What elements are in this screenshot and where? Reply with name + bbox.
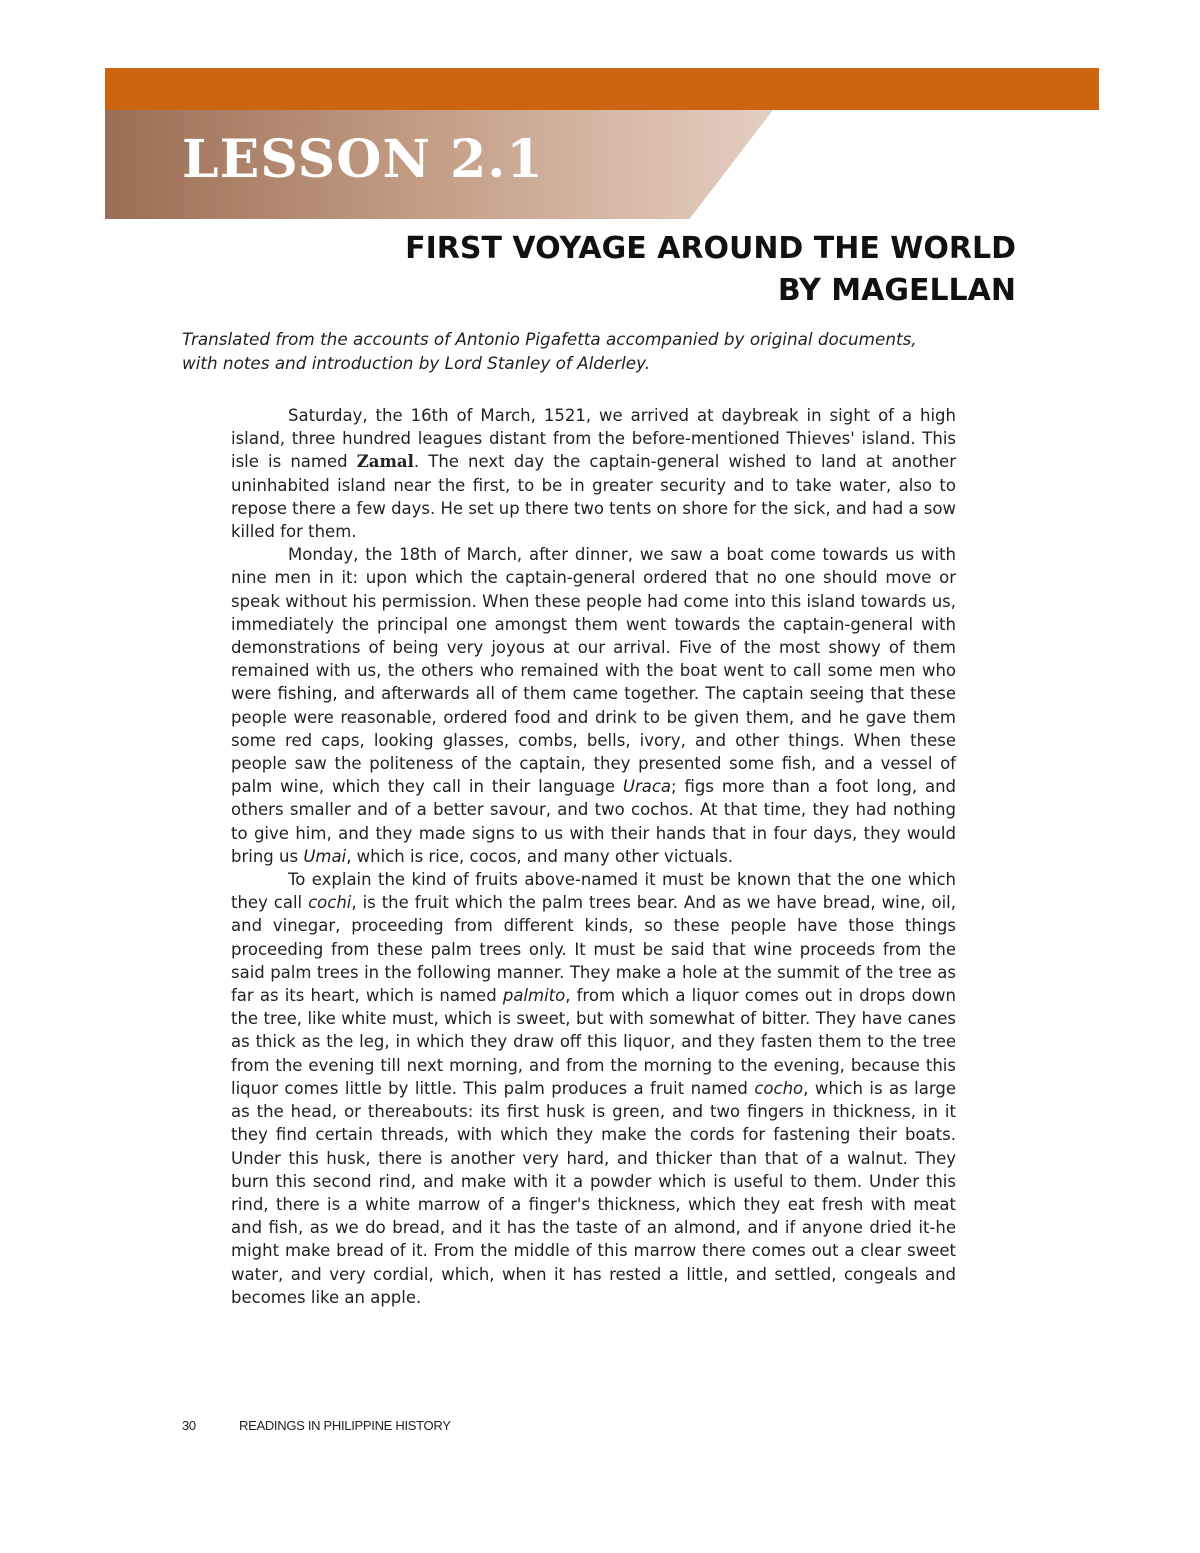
document-title xyxy=(405,228,1016,312)
paragraph-3-text-c: , from which a liquor comes out in drops down the tree, like white must, which is sweet, but with somewhat of bitter. They have canes as thick as the leg, in which they draw off this liquor, and they fasten them to the tree from the evening till next morning, and from the morning to the evening, because this liquor comes little by little. This palm produces a fruit named xyxy=(231,986,956,1098)
paragraph-3-text-a: To explain the kind of fruits above-named it must be known that the one which they call xyxy=(231,870,956,913)
title-line-1: FIRST VOYAGE AROUND THE WORLD xyxy=(405,231,1016,266)
paragraph-1-text-b: . The next day the captain-general wished to land at another uninhabited island near the first, to be in greater security and to take water, also to repose there a few days. He set up there two tents on shore for the sick, and had a sow killed for them. xyxy=(231,452,956,542)
header-accent-bar xyxy=(105,68,1099,110)
page-footer xyxy=(182,1418,451,1433)
body-text xyxy=(231,404,956,1309)
paragraph-2-text-b: ; figs more than a foot long, and others smaller and of a better savour, and two cochos. At that time, they had nothing to give him, and they made signs to us with their hands that in four days, they would bring us xyxy=(231,777,957,866)
term-palmito: palmito xyxy=(502,986,566,1006)
book-title: READINGS IN PHILIPPINE HISTORY xyxy=(239,1418,451,1433)
lesson-label: LESSON 2.1 xyxy=(182,129,544,190)
paragraph-1-text-a: Saturday, the 16th of March, 1521, we arrived at daybreak in sight of a high island, three hundred leagues distant from the before-mentioned Thieves' island. This isle is named xyxy=(231,406,956,472)
term-umai: Umai xyxy=(303,846,347,866)
paragraph-2-text-c: , which is rice, cocos, and many other victuals. xyxy=(346,846,733,866)
paragraph-3 xyxy=(231,868,956,1309)
term-cocho: cocho xyxy=(754,1078,804,1098)
page-number: 30 xyxy=(182,1418,196,1433)
subtitle-line-1: Translated from the accounts of Antonio Pigafetta accompanied by original documents, xyxy=(182,329,917,349)
paragraph-2-text-a: Monday, the 18th of March, after dinner, we saw a boat come towards us with nine men in it: upon which the captain-general ordered that no one should move or speak without his permission. When these people had come into this island towards us, immediately the principal one amongst them went towards the captain-general with demonstrations of being very joyous at our arrival. Five of the most showy of them remained with us, the others who remained with the boat went to call some men who were fishing, and afterwards all of them came together. The captain seeing that these people were reasonable, ordered food and drink to be given them, and he gave them some red caps, looking glasses, combs, bells, ivory, and other things. When these people saw the politeness of the captain, they presented some fish, and a vessel of palm wine, which they call in their language xyxy=(231,545,956,797)
term-uraca: Uraca xyxy=(622,777,672,797)
paragraph-1 xyxy=(231,404,956,543)
subtitle-line-2: with notes and introduction by Lord Stanley of Alderley. xyxy=(182,353,651,373)
place-name-zamal: Zamal xyxy=(356,452,414,472)
paragraph-3-text-b: , is the fruit which the palm trees bear. And as we have bread, wine, oil, and vinegar, proceeding from different kinds, so these people have those things proceeding from these palm trees only. It must be said that wine proceeds from the said palm trees in the following manner. They make a hole at the summit of the tree as far as its heart, which is named xyxy=(231,893,956,1006)
paragraph-2 xyxy=(231,543,956,868)
paragraph-3-text-d: , which is as large as the head, or thereabouts: its first husk is green, and two fingers in thickness, in it they find certain threads, with which they make the cords for fastening their boats. Under this husk, there is another very hard, and thicker than that of a walnut. They burn this second rind, and make with it a powder which is useful to them. Under this rind, there is a white marrow of a finger's thickness, which they eat fresh with meat and fish, as we do bread, and it has the taste of an almond, and if anyone dried it-he might make bread of it. From the middle of this marrow there comes out a clear sweet water, and very cordial, which, when it has rested a little, and settled, congeals and becomes like an apple. xyxy=(231,1078,956,1307)
translation-note xyxy=(182,327,1022,375)
term-cochi: cochi xyxy=(308,893,352,913)
title-line-2: BY MAGELLAN xyxy=(777,273,1016,308)
